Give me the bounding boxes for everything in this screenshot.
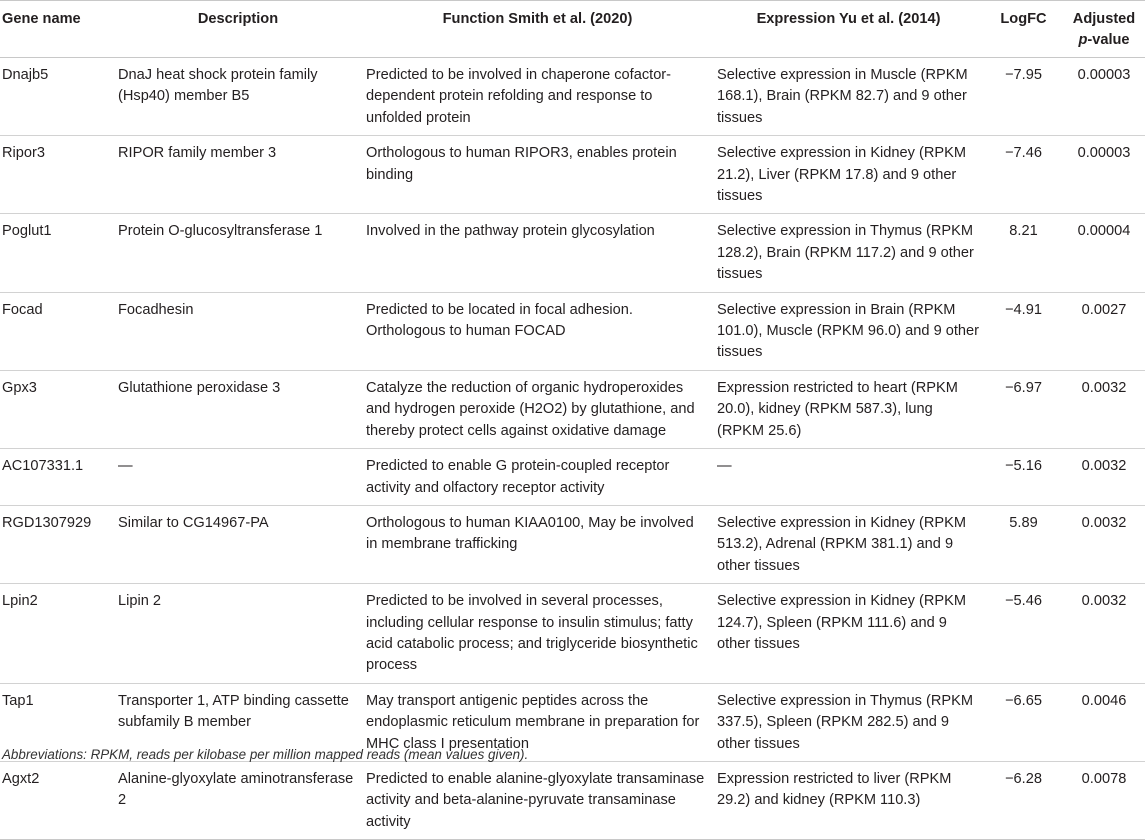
cell-adjusted-p-value: 0.0046 — [1063, 683, 1145, 761]
cell-adjusted-p-value: 0.00003 — [1063, 136, 1145, 214]
cell-function: Predicted to enable alanine-glyoxylate transaminase activity and beta-alanine-pyruvate transaminase activity — [362, 761, 713, 839]
cell-description: — — [114, 449, 362, 506]
header-gene-name: Gene name — [0, 1, 114, 58]
cell-description: Focadhesin — [114, 292, 362, 370]
cell-gene-name: Ripor3 — [0, 136, 114, 214]
cell-adjusted-p-value: 0.0032 — [1063, 370, 1145, 448]
cell-gene-name: AC107331.1 — [0, 449, 114, 506]
cell-gene-name: Poglut1 — [0, 214, 114, 292]
cell-expression: Expression restricted to liver (RPKM 29.2) and kidney (RPKM 110.3) — [713, 761, 984, 839]
cell-expression: Expression restricted to heart (RPKM 20.0), kidney (RPKM 587.3), lung (RPKM 25.6) — [713, 370, 984, 448]
table-row — [0, 58, 1145, 136]
table-row — [0, 449, 1145, 506]
cell-logfc: 8.21 — [984, 214, 1063, 292]
cell-gene-name: Lpin2 — [0, 584, 114, 684]
cell-adjusted-p-value: 0.0027 — [1063, 292, 1145, 370]
cell-logfc: −6.65 — [984, 683, 1063, 761]
cell-function: Orthologous to human RIPOR3, enables protein binding — [362, 136, 713, 214]
header-row — [0, 1, 1145, 58]
cell-logfc: −4.91 — [984, 292, 1063, 370]
cell-description: DnaJ heat shock protein family (Hsp40) member B5 — [114, 58, 362, 136]
header-description: Description — [114, 1, 362, 58]
cell-function: Catalyze the reduction of organic hydroperoxides and hydrogen peroxide (H2O2) by glutathione, and thereby protect cells against oxidative damage — [362, 370, 713, 448]
header-adjusted-label: Adjusted — [1072, 11, 1136, 27]
table-row — [0, 292, 1145, 370]
cell-gene-name: Tap1 — [0, 683, 114, 761]
cell-description: Alanine-glyoxylate aminotransferase 2 — [114, 761, 362, 839]
table-row — [0, 761, 1145, 839]
table-row — [0, 584, 1145, 684]
cell-gene-name: RGD1307929 — [0, 505, 114, 583]
cell-expression: Selective expression in Thymus (RPKM 128.2), Brain (RPKM 117.2) and 9 other tissues — [713, 214, 984, 292]
cell-description: Glutathione peroxidase 3 — [114, 370, 362, 448]
cell-gene-name: Agxt2 — [0, 761, 114, 839]
cell-description: Transporter 1, ATP binding cassette subfamily B member — [114, 683, 362, 761]
cell-function: May transport antigenic peptides across the endoplasmic reticulum membrane in preparation for MHC class I presentation — [362, 683, 713, 761]
cell-description: Protein O-glucosyltransferase 1 — [114, 214, 362, 292]
cell-expression: Selective expression in Kidney (RPKM 513.2), Adrenal (RPKM 381.1) and 9 other tissues — [713, 505, 984, 583]
header-logfc: LogFC — [984, 1, 1063, 58]
table-row — [0, 370, 1145, 448]
cell-gene-name: Focad — [0, 292, 114, 370]
cell-function: Predicted to be involved in chaperone cofactor-dependent protein refolding and response to unfolded protein — [362, 58, 713, 136]
cell-description: Lipin 2 — [114, 584, 362, 684]
cell-function: Orthologous to human KIAA0100, May be involved in membrane trafficking — [362, 505, 713, 583]
cell-function: Involved in the pathway protein glycosylation — [362, 214, 713, 292]
cell-function: Predicted to enable G protein-coupled receptor activity and olfactory receptor activity — [362, 449, 713, 506]
header-expression: Expression Yu et al. (2014) — [713, 1, 984, 58]
table-footnote: Abbreviations: RPKM, reads per kilobase per million mapped reads (mean values given). — [2, 747, 529, 762]
table-row — [0, 136, 1145, 214]
cell-adjusted-p-value: 0.0032 — [1063, 505, 1145, 583]
cell-function: Predicted to be located in focal adhesion. Orthologous to human FOCAD — [362, 292, 713, 370]
cell-gene-name: Dnajb5 — [0, 58, 114, 136]
cell-logfc: 5.89 — [984, 505, 1063, 583]
table-row — [0, 214, 1145, 292]
cell-expression: Selective expression in Muscle (RPKM 168.1), Brain (RPKM 82.7) and 9 other tissues — [713, 58, 984, 136]
header-function: Function Smith et al. (2020) — [362, 1, 713, 58]
cell-logfc: −6.97 — [984, 370, 1063, 448]
cell-adjusted-p-value: 0.0032 — [1063, 584, 1145, 684]
cell-expression: Selective expression in Kidney (RPKM 21.2), Liver (RPKM 17.8) and 9 other tissues — [713, 136, 984, 214]
cell-adjusted-p-value: 0.0078 — [1063, 761, 1145, 839]
cell-logfc: −7.46 — [984, 136, 1063, 214]
cell-logfc: −7.95 — [984, 58, 1063, 136]
table-body — [0, 58, 1145, 840]
cell-function: Predicted to be involved in several processes, including cellular response to insulin stimulus; fatty acid catabolic process; and triglyceride biosynthetic process — [362, 584, 713, 684]
header-p-italic: p — [1078, 32, 1088, 48]
cell-adjusted-p-value: 0.0032 — [1063, 449, 1145, 506]
cell-expression: Selective expression in Brain (RPKM 101.0), Muscle (RPKM 96.0) and 9 other tissues — [713, 292, 984, 370]
cell-adjusted-p-value: 0.00004 — [1063, 214, 1145, 292]
cell-gene-name: Gpx3 — [0, 370, 114, 448]
cell-logfc: −5.46 — [984, 584, 1063, 684]
header-adjusted-p-value — [1063, 1, 1145, 58]
table-row — [0, 505, 1145, 583]
cell-logfc: −6.28 — [984, 761, 1063, 839]
cell-expression: — — [713, 449, 984, 506]
header-value-label: -value — [1087, 32, 1130, 48]
cell-description: Similar to CG14967-PA — [114, 505, 362, 583]
cell-expression: Selective expression in Kidney (RPKM 124.7), Spleen (RPKM 111.6) and 9 other tissues — [713, 584, 984, 684]
cell-description: RIPOR family member 3 — [114, 136, 362, 214]
cell-adjusted-p-value: 0.00003 — [1063, 58, 1145, 136]
cell-expression: Selective expression in Thymus (RPKM 337.5), Spleen (RPKM 282.5) and 9 other tissues — [713, 683, 984, 761]
cell-logfc: −5.16 — [984, 449, 1063, 506]
